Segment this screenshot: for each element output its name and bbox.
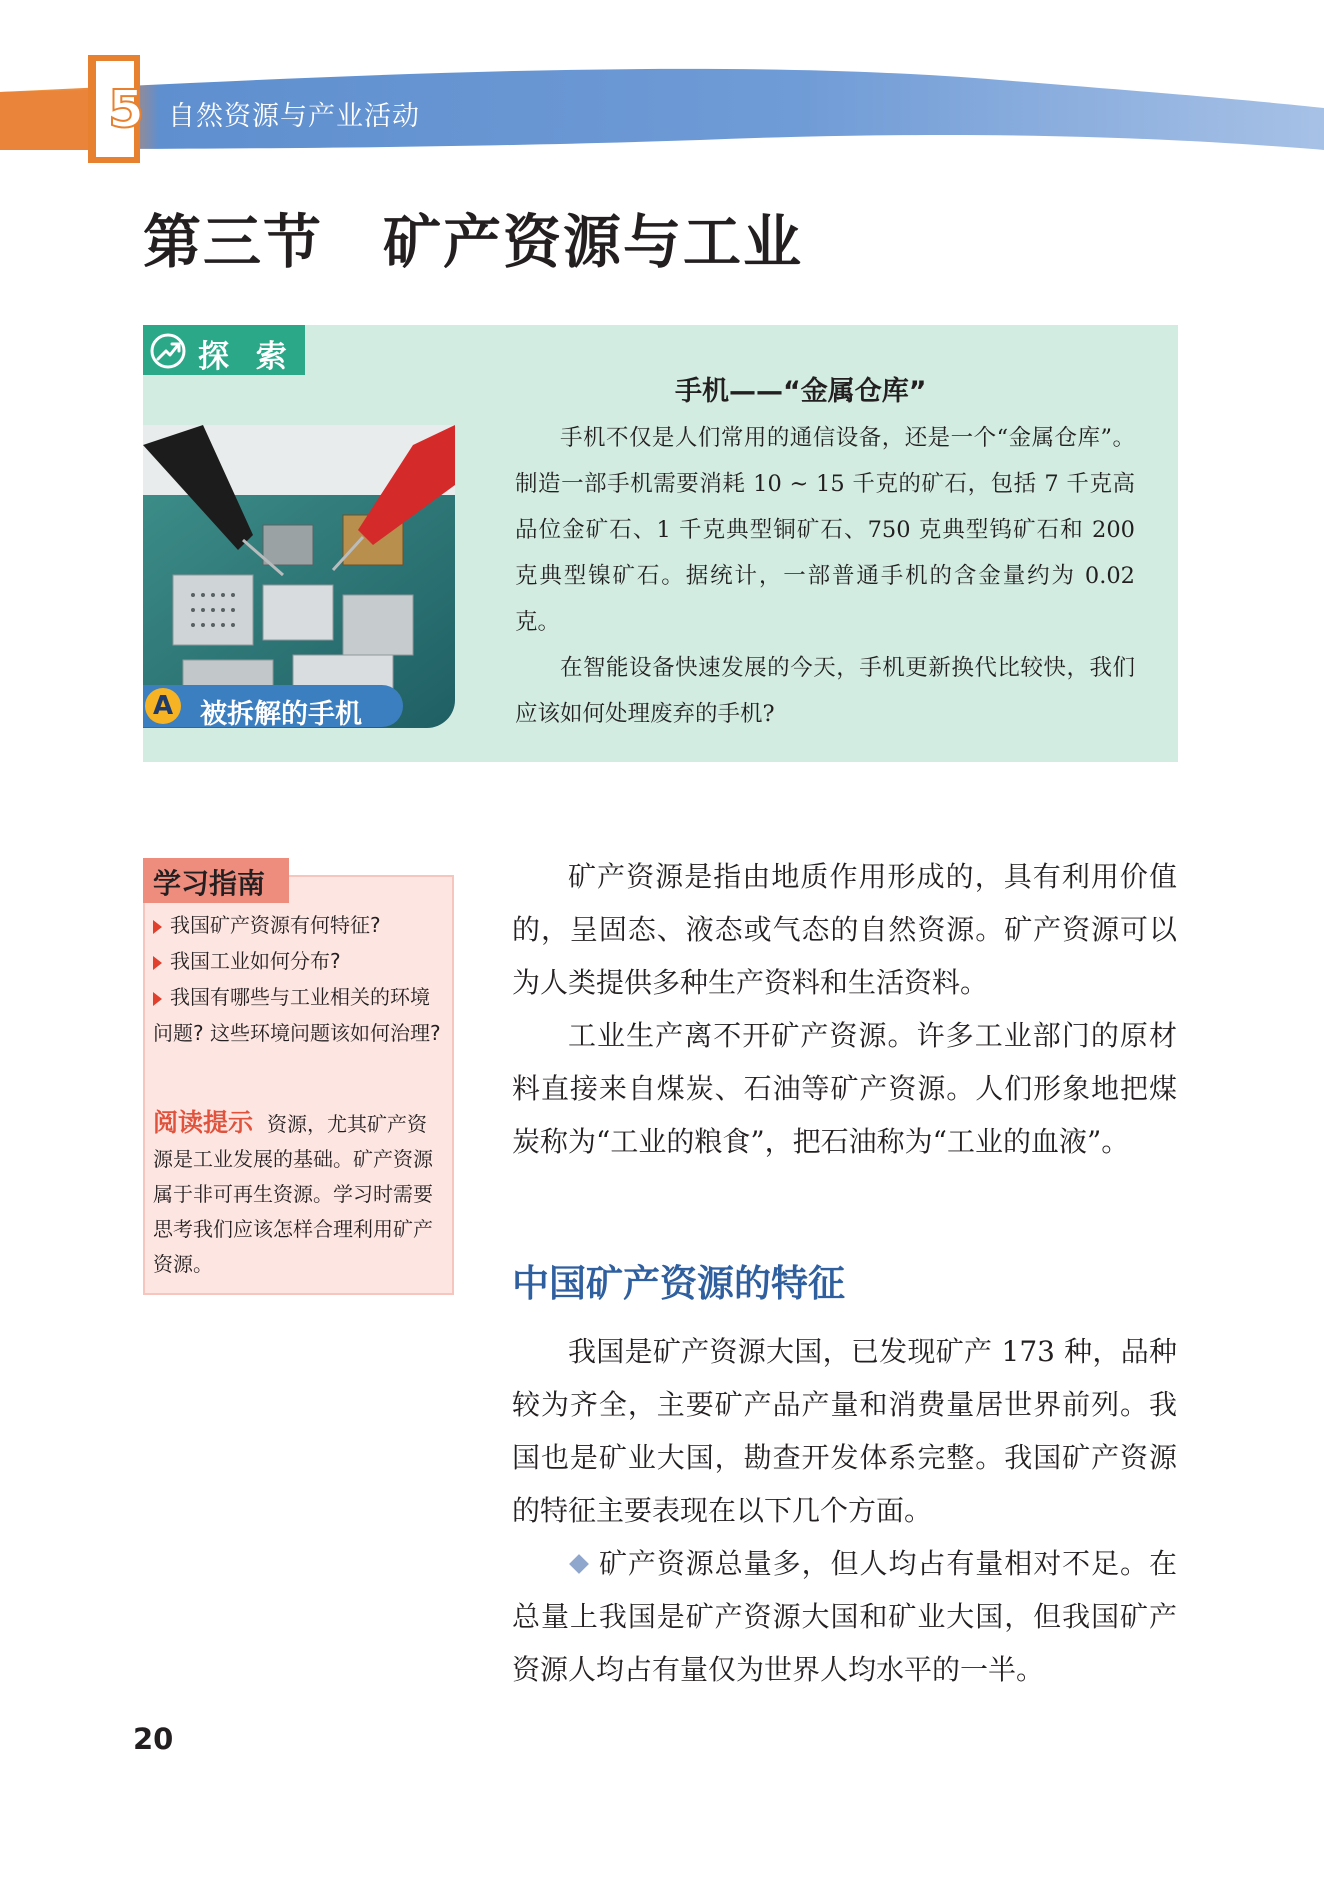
photo-caption: 被拆解的手机 xyxy=(200,699,362,730)
body-paragraph-text: 矿产资源总量多，但人均占有量相对不足。在总量上我国是矿产资源大国和矿业大国，但我国矿产资源人均占有量仅为世界人均水平的一半。 xyxy=(512,1547,1177,1686)
subsection-title: 中国矿产资源的特征 xyxy=(512,1261,845,1305)
explore-title: 手机——“金属仓库” xyxy=(675,376,927,407)
section-title: 第三节 矿产资源与工业 xyxy=(143,208,804,276)
explore-paragraph: 手机不仅是人们常用的通信设备，还是一个“金属仓库”。制造一部手机需要消耗 10 ~ 15 千克的矿石，包括 7 千克高品位金矿石、1 千克典型铜矿石、750 克典型钨矿石和 200 克典型镍矿石。据统计，一部普通手机的含金量约为 0.02 克。 xyxy=(515,425,1135,635)
triangle-arrow-icon xyxy=(153,920,162,934)
body-paragraph: 矿产资源是指由地质作用形成的，具有利用价值的，呈固态、液态或气态的自然资源。矿产资源可以为人类提供多种生产资料和生活资料。 xyxy=(512,860,1177,999)
disassembled-phone-photo xyxy=(143,425,455,728)
chapter-header-band xyxy=(0,0,1324,170)
study-guide-item xyxy=(153,907,443,943)
study-guide-item-text: 我国矿产资源有何特征? xyxy=(170,913,381,937)
study-guide-item-text: 我国工业如何分布? xyxy=(170,949,341,973)
photo-caption-badge: A xyxy=(145,688,181,724)
triangle-arrow-icon xyxy=(153,956,162,970)
reading-tip-text: 资源，尤其矿产资源是工业发展的基础。矿产资源属于非可再生资源。学习时需要思考我们应该怎样合理利用矿产资源。 xyxy=(153,1112,433,1276)
study-guide-item xyxy=(153,943,443,979)
reading-tip-label: 阅读提示 xyxy=(153,1108,254,1137)
study-guide-header: 学习指南 xyxy=(153,867,266,900)
body-paragraph: 我国是矿产资源大国，已发现矿产 173 种，品种较为齐全，主要矿产品产量和消费量居世界前列。我国也是矿业大国，勘查开发体系完整。我国矿产资源的特征主要表现在以下几个方面。 xyxy=(512,1335,1177,1527)
chapter-title: 自然资源与产业活动 xyxy=(168,101,420,132)
study-guide-item-text: 我国有哪些与工业相关的环境问题? 这些环境问题该如何治理? xyxy=(153,985,441,1045)
reading-tip xyxy=(153,1105,445,1282)
explore-label: 探 索 xyxy=(198,339,295,375)
body-paragraph xyxy=(512,1537,1177,1696)
triangle-arrow-icon xyxy=(153,992,162,1006)
chapter-number: 5 xyxy=(108,80,145,140)
body-paragraph: 工业生产离不开矿产资源。许多工业部门的原材料直接来自煤炭、石油等矿产资源。人们形象地把煤炭称为“工业的粮食”，把石油称为“工业的血液”。 xyxy=(512,1019,1177,1158)
page-number: 20 xyxy=(133,1722,174,1756)
compass-arrow-icon xyxy=(148,331,188,371)
explore-paragraph: 在智能设备快速发展的今天，手机更新换代比较快，我们应该如何处理废弃的手机? xyxy=(515,655,1135,727)
diamond-bullet-icon xyxy=(569,1554,589,1574)
study-guide-item xyxy=(153,979,443,1051)
